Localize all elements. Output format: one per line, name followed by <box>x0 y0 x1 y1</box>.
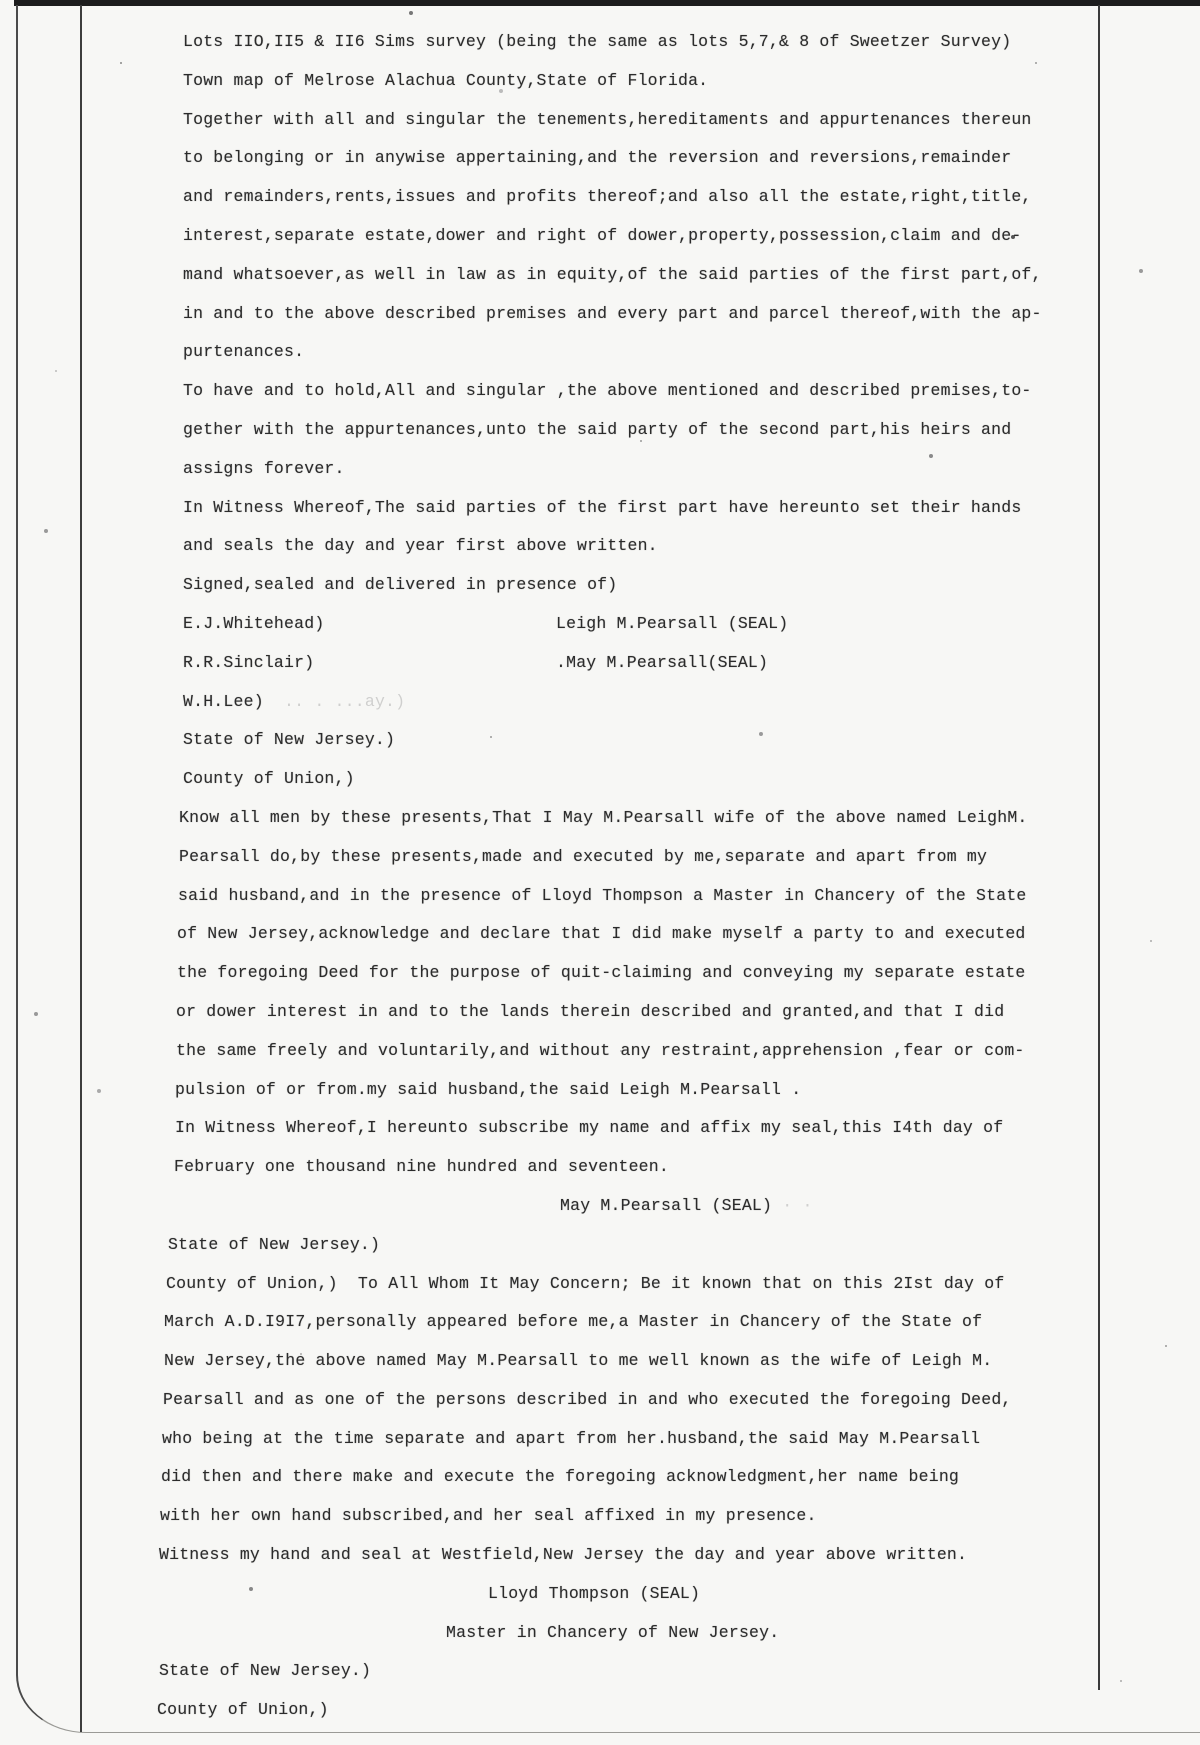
document-line: Lots IIO,II5 & II6 Sims survey (being the same as lots 5,7,& 8 of Sweetzer Survey) <box>183 32 1012 51</box>
signer-name: Leigh M.Pearsall (SEAL) <box>556 613 789 633</box>
document-line: pulsion of or from.my said husband,the said Leigh M.Pearsall . <box>175 1079 802 1099</box>
document-line: said husband,and in the presence of Lloyd Thompson a Master in Chancery of the State <box>178 885 1027 905</box>
signature-row <box>0 683 1100 722</box>
document-line: Pearsall do,by these presents,made and executed by me,separate and apart from my <box>179 846 988 866</box>
witness-name: E.J.Whitehead) <box>183 613 325 633</box>
document-line: interest,separate estate,dower and right of dower,property,possession,claim and de- <box>183 225 1022 245</box>
document-line: or dower interest in and to the lands therein described and granted,and that I did <box>176 1001 1005 1021</box>
signature-line: Master in Chancery of New Jersey. <box>446 1622 780 1642</box>
signer-name: .May M.Pearsall(SEAL) <box>556 652 769 672</box>
signature-line: Lloyd Thompson (SEAL) <box>488 1583 701 1603</box>
document-line: who being at the time separate and apart from her.husband,the said May M.Pearsall <box>162 1428 981 1448</box>
document-line: To have and to hold,All and singular ,the above mentioned and described premises,to- <box>183 381 1032 401</box>
document-line: In Witness Whereof,The said parties of the first part have hereunto set their hands <box>183 497 1022 517</box>
signature-row <box>0 644 1100 683</box>
document-line: Signed,sealed and delivered in presence of) <box>183 575 618 595</box>
document-line: Witness my hand and seal at Westfield,New Jersey the day and year above written. <box>159 1545 968 1565</box>
document-line: State of New Jersey.) <box>183 730 396 750</box>
document-line: and seals the day and year first above written. <box>183 536 658 556</box>
document-line: February one thousand nine hundred and seventeen. <box>174 1157 669 1177</box>
document-line: Together with all and singular the tenements,hereditaments and appurtenances thereun <box>183 109 1032 129</box>
erased-text: .. . ...ay.) <box>263 691 406 711</box>
document-line: did then and there make and execute the foregoing acknowledgment,her name being <box>161 1467 960 1487</box>
document-line: purtenances. <box>183 342 305 362</box>
document-line: gether with the appurtenances,unto the said party of the second part,his heirs and <box>183 419 1012 439</box>
signature-row <box>0 605 1100 644</box>
faint-mark: · · <box>772 1195 813 1215</box>
witness-name: R.R.Sinclair) <box>183 652 315 672</box>
document-line: in and to the above described premises and every part and parcel thereof,with the ap- <box>183 303 1042 323</box>
document-line: In Witness Whereof,I hereunto subscribe my name and affix my seal,this I4th day of <box>175 1118 1004 1138</box>
document-line: the foregoing Deed for the purpose of quit-claiming and conveying my separate estate <box>177 963 1026 983</box>
document-line: County of Union,) <box>157 1700 329 1720</box>
signature-line: May M.Pearsall (SEAL) · · <box>560 1195 813 1215</box>
document-line: Know all men by these presents,That I May M.Pearsall wife of the above named LeighM. <box>179 807 1028 827</box>
document-line: and remainders,rents,issues and profits thereof;and also all the estate,right,title, <box>183 187 1032 207</box>
document-line: Pearsall and as one of the persons described in and who executed the foregoing Deed, <box>163 1389 1012 1409</box>
document-line: New Jersey,the above named May M.Pearsall to me well known as the wife of Leigh M. <box>164 1351 993 1371</box>
document-body <box>0 23 1100 1730</box>
document-line: County of Union,) To All Whom It May Concern; Be it known that on this 2Ist day of <box>166 1273 1005 1293</box>
document-line: Town map of Melrose Alachua County,State of Florida. <box>183 70 709 90</box>
document-line: with her own hand subscribed,and her seal affixed in my presence. <box>160 1506 817 1526</box>
document-line: County of Union,) <box>183 769 355 789</box>
document-line: assigns forever. <box>183 458 345 478</box>
witness-name: W.H.Lee) <box>183 691 264 711</box>
document-line: to belonging or in anywise appertaining,and the reversion and reversions,remainder <box>183 148 1012 168</box>
document-line: March A.D.I9I7,personally appeared before me,a Master in Chancery of the State of <box>164 1312 983 1332</box>
document-line: the same freely and voluntarily,and without any restraint,apprehension ,fear or com- <box>176 1040 1025 1060</box>
document-line: State of New Jersey.) <box>168 1234 381 1254</box>
document-line: mand whatsoever,as well in law as in equity,of the said parties of the first part,of, <box>183 264 1042 284</box>
scan-noise-specks <box>0 0 2 2</box>
document-line: State of New Jersey.) <box>159 1661 372 1681</box>
document-line: of New Jersey,acknowledge and declare that I did make myself a party to and executed <box>177 924 1026 944</box>
